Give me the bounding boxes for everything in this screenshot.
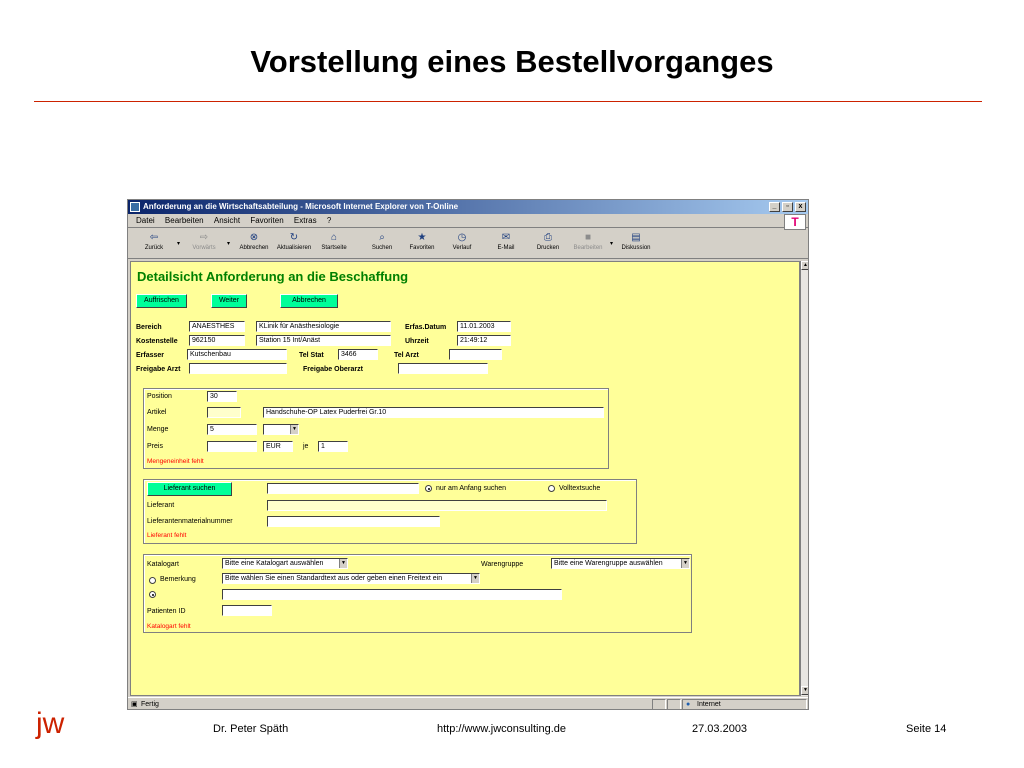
status-cell <box>667 699 681 710</box>
freitext-radio[interactable] <box>149 591 156 598</box>
tel-arzt-field[interactable] <box>449 349 502 360</box>
position-label: Position <box>147 393 172 400</box>
footer-date: 27.03.2003 <box>692 723 748 735</box>
freigabe-oberarzt-label: Freigabe Oberarzt <box>303 366 363 373</box>
freitext-field[interactable] <box>222 589 562 600</box>
forward-arrow-icon: ⇨ <box>199 232 209 243</box>
print-button[interactable]: ⎙ Drucken <box>536 232 560 251</box>
bemerkung-radio[interactable] <box>149 577 156 584</box>
lieferant-error: Lieferant fehlt <box>147 532 187 539</box>
back-button[interactable]: ⇦ Zurück <box>144 232 164 251</box>
kostenstelle-name-field[interactable]: Station 15 Int/Anäst <box>256 335 391 346</box>
footer-page: Seite 14 <box>906 723 947 735</box>
bemerkung-select[interactable]: Bitte wählen Sie einen Standardtext aus oder geben einen Freitext ein ▼ <box>222 573 480 584</box>
footer-url[interactable]: http://www.jwconsulting.de <box>437 723 567 735</box>
mail-icon: ✉ <box>501 232 511 243</box>
menu-ansicht[interactable]: Ansicht <box>213 216 241 225</box>
preis-field[interactable] <box>207 441 257 452</box>
discuss-button[interactable]: ▤ Diskussion <box>621 232 651 251</box>
chevron-down-icon[interactable]: ▾ <box>177 241 181 247</box>
currency-field[interactable]: EUR <box>263 441 293 452</box>
forward-button[interactable]: ⇨ Vorwärts <box>192 232 216 251</box>
freigabe-arzt-field[interactable] <box>189 363 287 374</box>
refresh-icon: ↻ <box>289 232 299 243</box>
print-icon: ⎙ <box>544 232 552 243</box>
katalogart-select[interactable]: Bitte eine Katalogart auswählen ▼ <box>222 558 348 569</box>
minimize-button[interactable]: _ <box>769 202 780 212</box>
artikel-code-field[interactable] <box>207 407 241 418</box>
bereich-name-field[interactable]: KLinik für Anästhesiologie <box>256 321 391 332</box>
menge-label: Menge <box>147 426 169 433</box>
browser-window <box>127 199 809 710</box>
refresh-form-button[interactable]: Auffrischen <box>136 294 187 308</box>
erfasser-label: Erfasser <box>136 352 165 359</box>
window-title: Anforderung an die Wirtschaftsabteilung - Microsoft Internet Explorer von T-Online <box>143 202 459 211</box>
globe-icon: ● <box>686 701 691 708</box>
menu-favoriten[interactable]: Favoriten <box>250 216 284 225</box>
close-button[interactable]: x <box>795 202 806 212</box>
option-start-label: nur am Anfang suchen <box>436 485 507 492</box>
search-icon: ⌕ <box>379 232 385 243</box>
edit-button[interactable]: ■ Bearbeiten <box>573 232 603 251</box>
freigabe-oberarzt-field[interactable] <box>398 363 488 374</box>
chevron-down-icon: ▼ <box>681 559 689 568</box>
vertical-scrollbar[interactable] <box>800 261 809 696</box>
bereich-label: Bereich <box>136 324 162 331</box>
favorites-button[interactable]: ★ Favoriten <box>409 232 435 251</box>
page-content <box>130 261 800 696</box>
status-bar <box>128 697 808 710</box>
next-button[interactable]: Weiter <box>211 294 247 308</box>
warengruppe-label: Warengruppe <box>481 561 524 568</box>
favorites-icon: ★ <box>417 232 427 243</box>
stop-button[interactable]: ⊗ Abbrechen <box>239 232 269 251</box>
refresh-button[interactable]: ↻ Aktualisieren <box>276 232 312 251</box>
page-heading: Detailsicht Anforderung an die Beschaffung <box>137 269 409 284</box>
patienten-field[interactable] <box>222 605 272 616</box>
erfas-datum-label: Erfas.Datum <box>405 324 447 331</box>
katalogart-label: Katalogart <box>147 561 179 568</box>
menu-bearbeiten[interactable]: Bearbeiten <box>164 216 204 225</box>
home-button[interactable]: ⌂ Startseite <box>321 232 347 251</box>
maximize-button[interactable]: ▫ <box>782 202 793 212</box>
lieferant-field[interactable] <box>267 500 607 511</box>
erfasser-field[interactable]: Kutschenbau <box>187 349 287 360</box>
preis-label: Preis <box>147 443 163 450</box>
chevron-down-icon[interactable]: ▾ <box>227 241 231 247</box>
chevron-down-icon: ▼ <box>471 574 479 583</box>
t-online-logo: T <box>784 214 806 230</box>
history-icon: ◷ <box>457 232 467 243</box>
kostenstelle-code-field[interactable]: 962150 <box>189 335 245 346</box>
status-cell <box>652 699 666 710</box>
search-button[interactable]: ⌕ Suchen <box>371 232 393 251</box>
materialnummer-field[interactable] <box>267 516 440 527</box>
scroll-up-icon[interactable]: ▲ <box>801 261 809 270</box>
lieferant-search-field[interactable] <box>267 483 419 494</box>
lieferant-label: Lieferant <box>147 502 175 509</box>
zone-text: Internet <box>697 701 721 708</box>
option-fulltext-radio[interactable] <box>548 485 555 492</box>
menu-help[interactable]: ? <box>326 216 332 225</box>
menu-extras[interactable]: Extras <box>293 216 317 225</box>
stop-icon: ⊗ <box>249 232 259 243</box>
menge-unit-select[interactable] <box>263 424 299 435</box>
zone-cell <box>682 699 807 710</box>
cancel-button[interactable]: Abbrechen <box>280 294 338 308</box>
freigabe-arzt-label: Freigabe Arzt <box>136 366 181 373</box>
window-titlebar[interactable] <box>128 200 808 214</box>
scroll-down-icon[interactable]: ▼ <box>801 686 809 695</box>
bemerkung-label: Bemerkung <box>160 576 196 583</box>
discuss-icon: ▤ <box>631 232 641 243</box>
edit-icon: ■ <box>584 232 592 243</box>
chevron-down-icon[interactable]: ▾ <box>610 241 614 247</box>
option-start-radio[interactable] <box>425 485 432 492</box>
tel-stat-label: Tel Stat <box>299 352 324 359</box>
mail-button[interactable]: ✉ E-Mail <box>497 232 515 251</box>
slide-title: Vorstellung eines Bestellvorganges <box>250 44 774 79</box>
tel-arzt-label: Tel Arzt <box>394 352 419 359</box>
lieferant-search-button[interactable]: Lieferant suchen <box>147 482 232 496</box>
page-done-icon: ▣ <box>131 701 138 708</box>
menu-datei[interactable]: Datei <box>136 216 155 225</box>
erfas-datum-field[interactable]: 11.01.2003 <box>457 321 511 332</box>
position-field[interactable]: 30 <box>207 391 237 402</box>
history-button[interactable]: ◷ Verlauf <box>452 232 472 251</box>
status-text: Fertig <box>141 701 159 708</box>
je-field[interactable]: 1 <box>318 441 348 452</box>
back-arrow-icon: ⇦ <box>149 232 159 243</box>
artikel-name-field[interactable]: Handschuhe-OP Latex Puderfrei Gr.10 <box>263 407 604 418</box>
uhrzeit-field[interactable]: 21:49:12 <box>457 335 511 346</box>
menu-bar <box>128 214 808 228</box>
toolbar <box>128 230 808 259</box>
kostenstelle-label: Kostenstelle <box>136 338 178 345</box>
artikel-label: Artikel <box>147 409 167 416</box>
warengruppe-select[interactable]: Bitte eine Warengruppe auswählen ▼ <box>551 558 690 569</box>
patienten-label: Patienten ID <box>147 608 186 615</box>
footer-author: Dr. Peter Späth <box>213 723 289 735</box>
home-icon: ⌂ <box>330 232 338 243</box>
title-divider <box>34 101 982 102</box>
option-fulltext-label: Volltextsuche <box>559 485 601 492</box>
ie-icon <box>130 202 140 212</box>
je-label: je <box>303 443 309 450</box>
mengeneinheit-error: Mengeneinheit fehlt <box>147 458 204 465</box>
tel-stat-field[interactable]: 3466 <box>338 349 378 360</box>
bereich-code-field[interactable]: ANAESTHES <box>189 321 245 332</box>
uhrzeit-label: Uhrzeit <box>405 338 429 345</box>
chevron-down-icon: ▼ <box>290 425 298 434</box>
katalogart-error: Katalogart fehlt <box>147 623 191 630</box>
chevron-down-icon: ▼ <box>339 559 347 568</box>
jw-logo: jw <box>36 707 65 740</box>
materialnummer-label: Lieferantenmaterialnummer <box>147 518 233 525</box>
menge-field[interactable]: 5 <box>207 424 257 435</box>
